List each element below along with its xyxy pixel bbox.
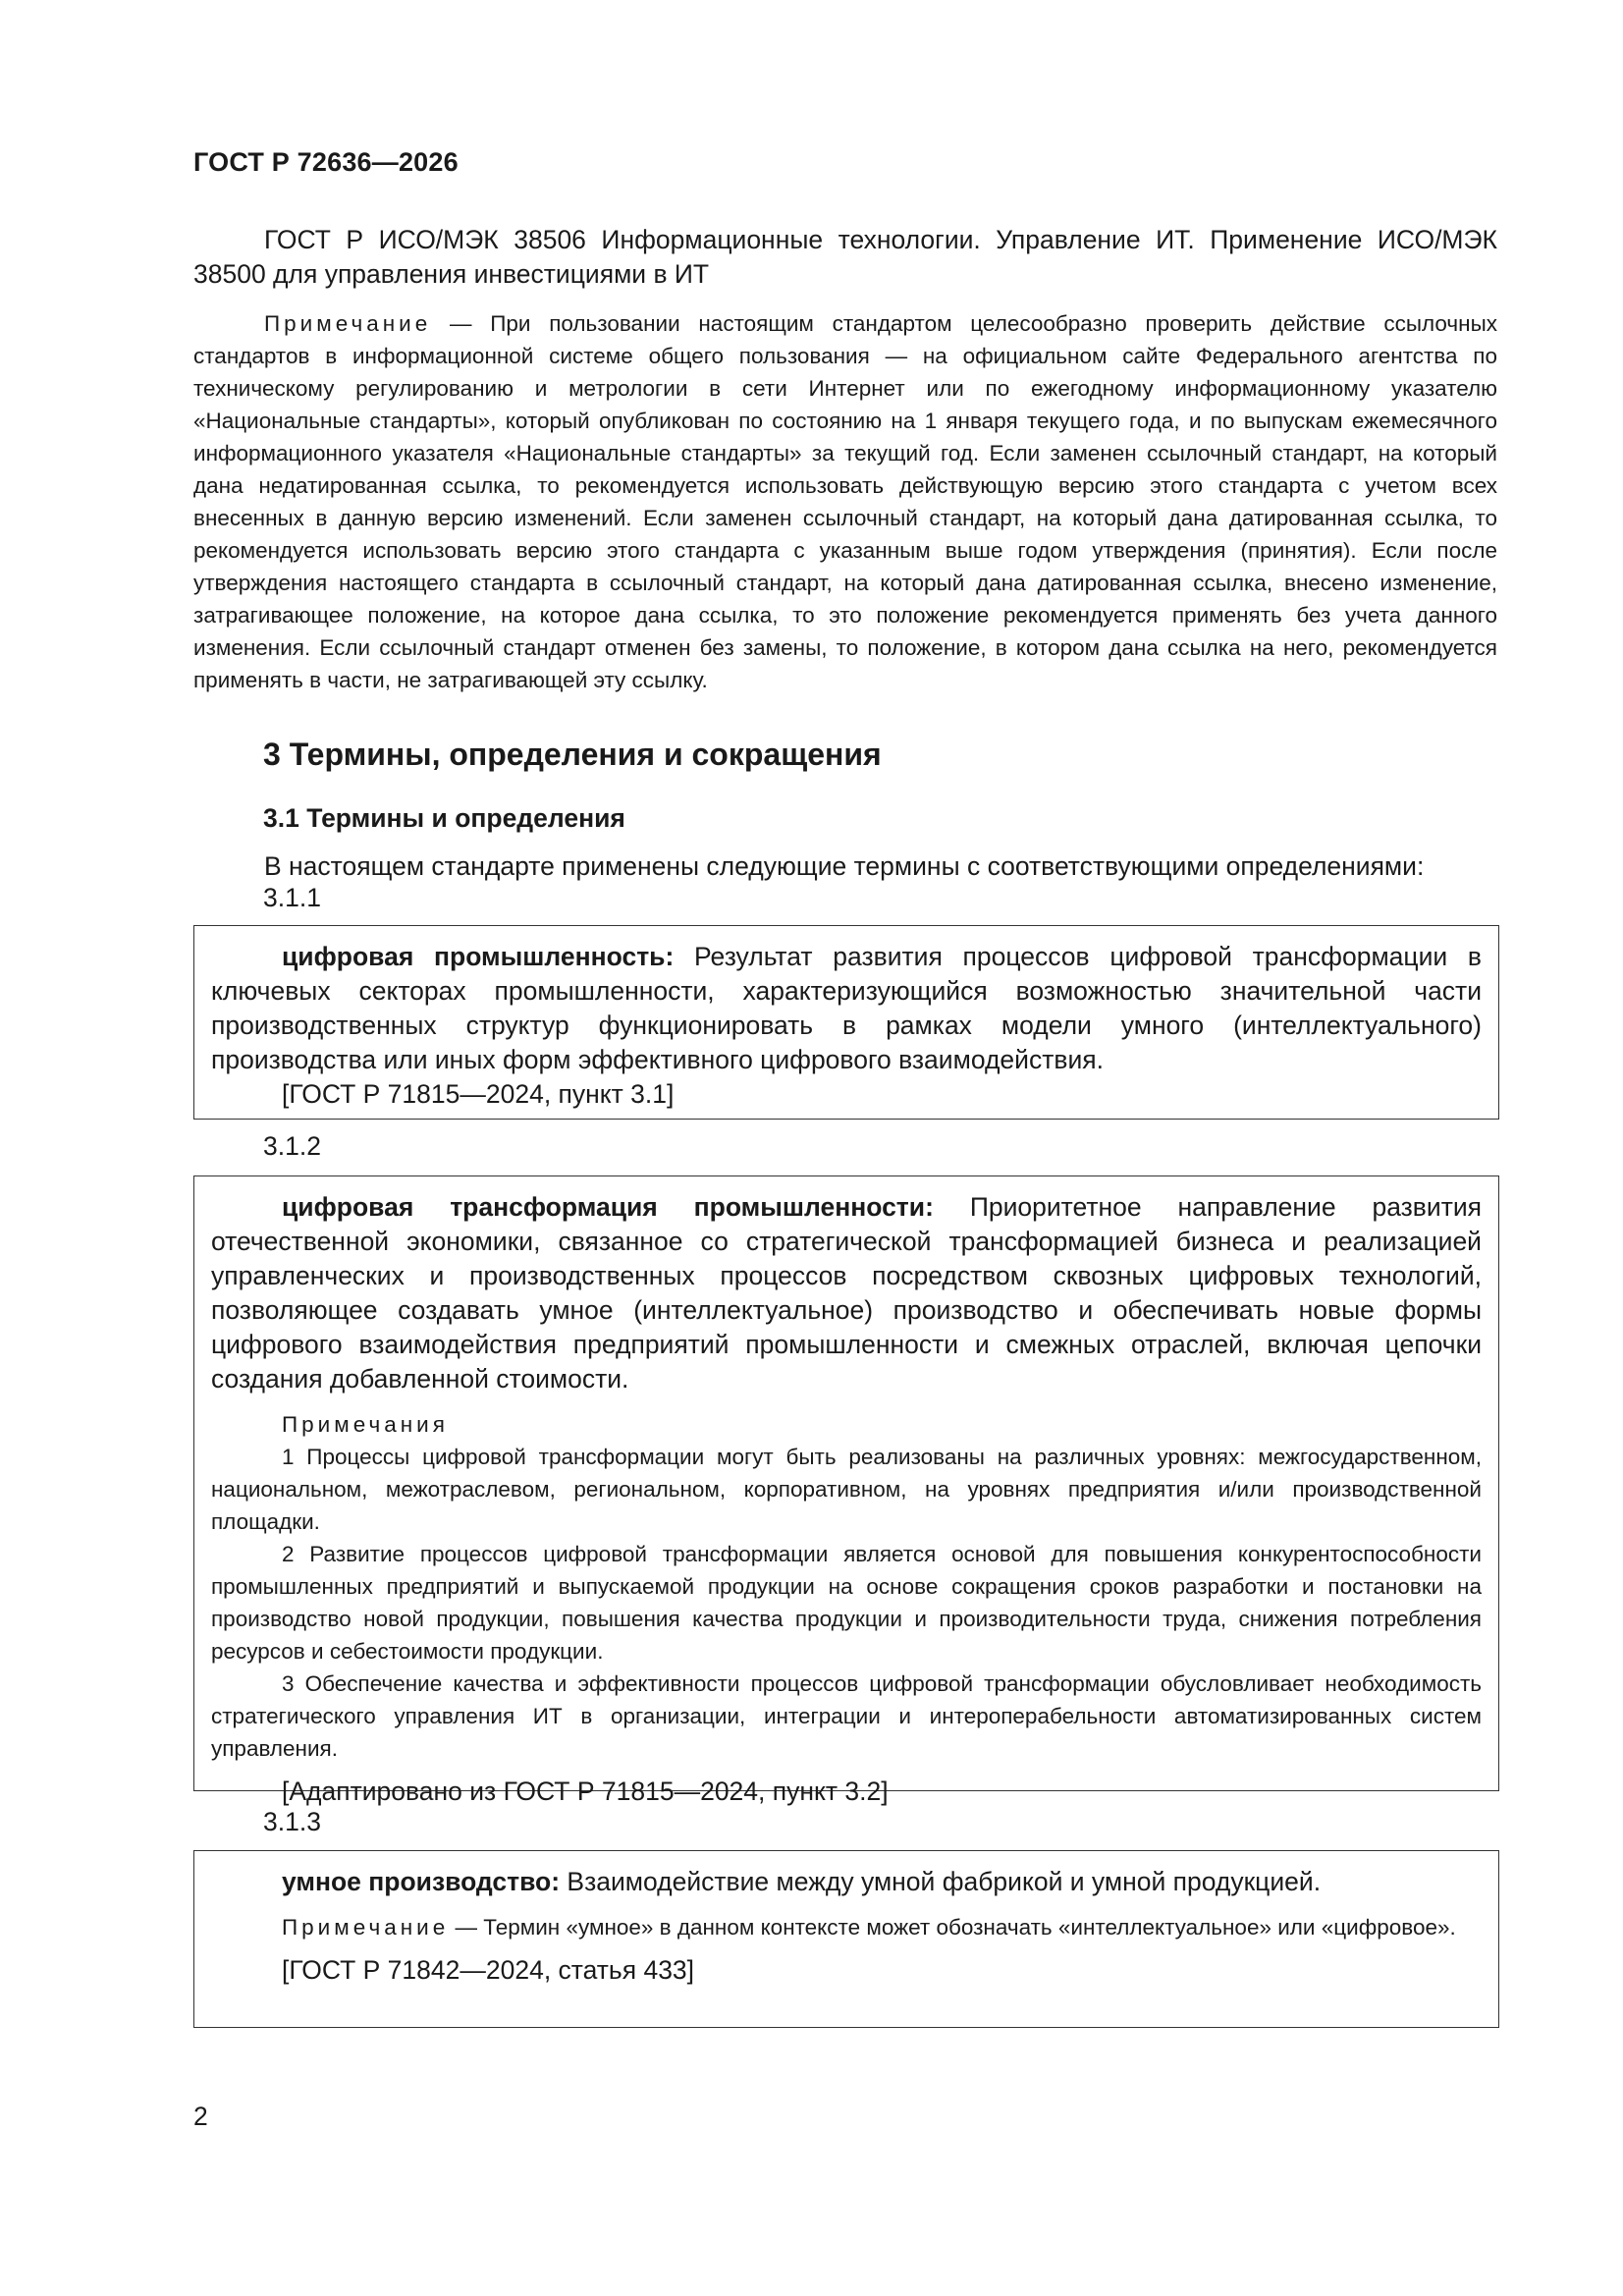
note-item: 3 Обеспечение качества и эффективности процессов цифровой трансформации обусловливает необходимость стратегического управления ИТ в организации, интеграции и интероперабельности автоматизированных систем управления.	[211, 1671, 1482, 1761]
term-box	[193, 925, 1499, 1120]
reference-entry	[193, 223, 1497, 292]
note-label: Примечание	[264, 311, 432, 336]
term-number: 3.1.2	[263, 1131, 321, 1161]
notes-label: Примечания	[282, 1412, 449, 1437]
term-definition: Результат развития процессов цифровой трансформации в ключевых секторах промышленности, характеризующийся возможностью значительной части производственных структур функционировать в рамках модели умного (интеллектуального) производства или иных форм эффективного цифрового взаимодействия.	[211, 942, 1483, 1074]
subsection-title: 3.1 Термины и определения	[263, 803, 625, 833]
term-box	[193, 1850, 1499, 2028]
section-intro: В настоящем стандарте применены следующие термины с соответствующими определениями:	[264, 851, 1425, 881]
term-source: [ГОСТ Р 71842—2024, статья 433]	[282, 1955, 695, 1985]
note-item: 2 Развитие процессов цифровой трансформации является основой для повышения конкурентоспособности промышленных предприятий и выпускаемой продукции на основе сокращения сроков разработки и постановки на производство новой продукции, повышения качества продукции и производительности труда, снижения потребления ресурсов и себестоимости продукции.	[211, 1542, 1482, 1664]
term-source: [Адаптировано из ГОСТ Р 71815—2024, пункт 3.2]	[282, 1777, 889, 1806]
document-header: ГОСТ Р 72636—2026	[193, 147, 459, 177]
term-box	[193, 1175, 1499, 1806]
note-item: 1 Процессы цифровой трансформации могут быть реализованы на различных уровнях: межгосударственном, национальном, межотраслевом, региональном, корпоративном, на уровнях предприятия и/или производственной площадки.	[211, 1445, 1482, 1534]
term-definition: Взаимодействие между умной фабрикой и умной продукцией.	[560, 1867, 1322, 1896]
term-definition: Приоритетное направление развития отечественной экономики, связанное со стратегической трансформацией бизнеса и реализацией управленческих и производственных процессов посредством сквозных цифровых технологий, позволяющее создавать умное (интеллектуальное) производство и обеспечивать новые формы цифрового взаимодействия предприятий промышленности и смежных отраслей, включая цепочки создания добавленной стоимости.	[211, 1192, 1482, 1394]
term-number: 3.1.3	[263, 1807, 321, 1836]
term-name: цифровая трансформация промышленности:	[282, 1192, 934, 1222]
page-number: 2	[193, 2102, 208, 2131]
term-name: умное производство:	[282, 1867, 561, 1896]
note-text: — Термин «умное» в данном контексте может обозначать «интеллектуальное» или «цифровое».	[449, 1915, 1456, 1940]
reference-note	[193, 307, 1497, 696]
term-name: цифровая промышленность:	[282, 942, 675, 971]
reference-text: ГОСТ Р ИСО/МЭК 38506 Информационные технологии. Управление ИТ. Применение ИСО/МЭК 38500 для управления инвестициями в ИТ	[193, 225, 1497, 289]
section-title: 3 Термины, определения и сокращения	[263, 737, 882, 772]
term-source: [ГОСТ Р 71815—2024, пункт 3.1]	[282, 1079, 675, 1109]
term-number: 3.1.1	[263, 883, 321, 912]
note-text: — При пользовании настоящим стандартом целесообразно проверить действие ссылочных стандартов в информационной системе общего пользования — на официальном сайте Федерального агентства по техническому регулированию и метрологии в сети Интернет или по ежегодному информационному указателю «Национальные стандарты», который опубликован по состоянию на 1 января текущего года, и по выпускам ежемесячного информационного указателя «Национальные стандарты» за текущий год. Если заменен ссылочный стандарт, на который дана недатированная ссылка, то рекомендуется использовать действующую версию этого стандарта с учетом всех внесенных в данную версию изменений. Если заменен ссылочный стандарт, на который дана датированная ссылка, то рекомендуется использовать версию этого стандарта с указанным выше годом утверждения (принятия). Если после утверждения настоящего стандарта в ссылочный стандарт, на который дана датированная ссылка, внесено изменение, затрагивающее положение, на которое дана ссылка, то это положение рекомендуется применять без учета данного изменения. Если ссылочный стандарт отменен без замены, то положение, в котором дана ссылка на него, рекомендуется применять в части, не затрагивающей эту ссылку.	[193, 311, 1497, 692]
note-label: Примечание	[282, 1915, 450, 1940]
